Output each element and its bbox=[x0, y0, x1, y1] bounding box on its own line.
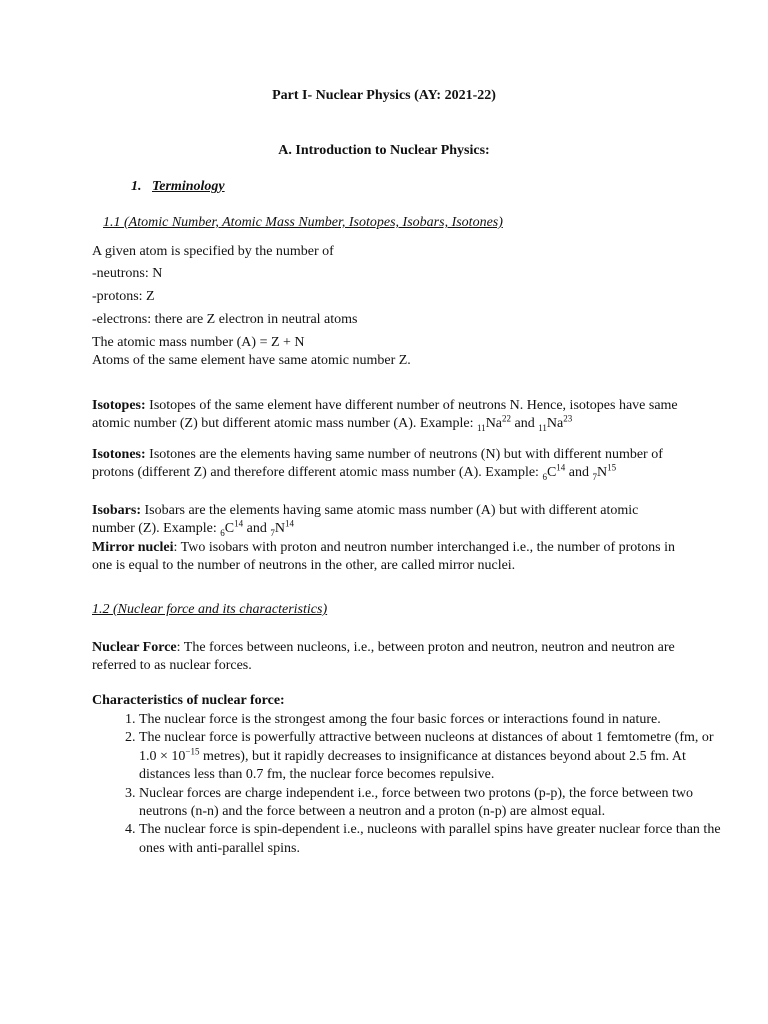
isotones-paragraph: Isotones: Isotones are the elements having same number of neutrons (N) but with different number of protons (different Z) and therefore different atomic mass number (A). Example: $_6C^{14}$ and $_7N^{15}$ bbox=[92, 447, 663, 483]
intro-line: A given atom is specified by the number of bbox=[92, 244, 334, 259]
nuclear-force-term: Nuclear Force bbox=[92, 640, 177, 655]
subsection-1-2-heading: 1.2 (Nuclear force and its characteristics) bbox=[92, 602, 328, 617]
page-title: Part I- Nuclear Physics (AY: 2021-22) bbox=[272, 88, 496, 103]
intro-line: Atoms of the same element have same atomic number Z. bbox=[92, 353, 411, 368]
list-item: 4. The nuclear force is spin-dependent i.e., nucleons with parallel spins have greater nuclear force than the ones with anti-parallel spins. bbox=[139, 821, 729, 858]
list-item: 2. The nuclear force is powerfully attractive between nucleons at distances of about 1 femtometre (fm, or $1.0 \times 10^{-15}$ metres), but it rapidly decreases to insignificance at distances beyond about 2.5 fm. At distances less than 0.7 fm, the nuclear force becomes repulsive. bbox=[139, 729, 729, 784]
mirror-nuclei-term: Mirror nuclei bbox=[92, 540, 174, 555]
subsection-1-heading bbox=[131, 179, 225, 195]
isotopes-paragraph: Isotopes: Isotopes of the same element have different number of neutrons N. Hence, isotopes have same atomic number (Z) but different atomic mass number (A). Example: $_{11}Na^{22}$ and $_{11}Na^{23}$ bbox=[92, 398, 678, 434]
subsection-1-label: Terminology bbox=[152, 179, 225, 194]
mirror-nuclei-paragraph: Mirror nuclei: Two isobars with proton and neutron number interchanged i.e., the number of protons in one is equal to the number of neutrons in the other, are called mirror nuclei. bbox=[92, 540, 676, 574]
nuclear-force-paragraph: Nuclear Force: The forces between nucleons, i.e., between proton and neutron, neutron and neutron are referred to as nuclear forces. bbox=[92, 640, 675, 674]
isotopes-term: Isotopes: bbox=[92, 398, 146, 413]
isotones-term: Isotones: bbox=[92, 447, 146, 462]
characteristics-list bbox=[92, 711, 729, 858]
subsection-1-number: 1. bbox=[131, 179, 142, 194]
list-item: 1. The nuclear force is the strongest among the four basic forces or interactions found in nature. bbox=[139, 711, 729, 729]
subsection-1-1-heading: 1.1 (Atomic Number, Atomic Mass Number, Isotopes, Isobars, Isotones) bbox=[103, 215, 503, 230]
intro-line: -electrons: there are Z electron in neutral atoms bbox=[92, 312, 358, 327]
isobars-term: Isobars: bbox=[92, 503, 142, 518]
section-a-heading: A. Introduction to Nuclear Physics: bbox=[278, 143, 490, 158]
characteristics-heading: Characteristics of nuclear force: bbox=[92, 693, 285, 708]
isobars-paragraph: Isobars: Isobars are the elements having same atomic mass number (A) but with different atomic number (Z). Example: $_6C^{14}$ and $_7N^{14}$ bbox=[92, 503, 639, 539]
list-item: 3. Nuclear forces are charge independent i.e., force between two protons (p-p), the force between two neutrons (n-n) and the force between a neutron and a proton (n-p) are almost equal. bbox=[139, 785, 729, 822]
intro-line: The atomic mass number (A) = Z + N bbox=[92, 335, 305, 350]
intro-line: -protons: Z bbox=[92, 289, 155, 304]
intro-line: -neutrons: N bbox=[92, 266, 163, 281]
